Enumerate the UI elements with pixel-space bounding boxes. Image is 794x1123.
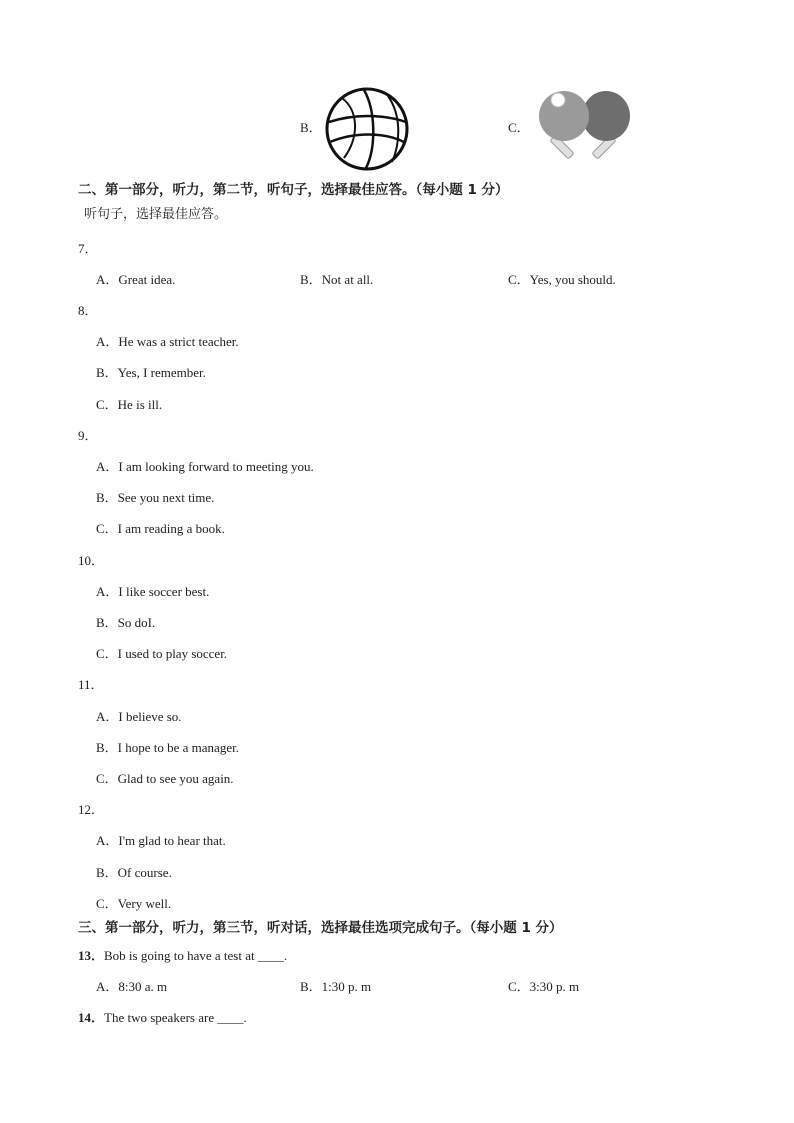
q12-number: 12． (78, 802, 105, 817)
section-2-instruction: 听句子，选择最佳应答。 (84, 207, 228, 222)
q8-number: 8． (78, 303, 98, 318)
q9-number: 9． (78, 428, 98, 443)
q13-option-a: A．8:30 a. m (96, 979, 168, 994)
q13-option-b: B．1:30 p. m (300, 979, 372, 994)
q13-row (78, 948, 287, 964)
q14-text: The two speakers are ____. (104, 1010, 247, 1025)
q7-option-a: A．Great idea. (96, 272, 176, 287)
q14-row (78, 1010, 247, 1026)
q10-option-a: A．I like soccer best. (96, 584, 210, 599)
q12-option-a: A．I'm glad to hear that. (96, 833, 226, 848)
ping-pong-paddles-icon (538, 88, 632, 162)
q11-option-c: C．Glad to see you again. (96, 771, 234, 786)
q11-option-a: A．I believe so. (96, 709, 182, 724)
q8-option-b: B．Yes, I remember. (96, 365, 206, 380)
q12-option-c: C．Very well. (96, 896, 172, 911)
q14-number: 14． (78, 1010, 105, 1025)
option-c-label: C． (508, 120, 530, 135)
q13-number: 13． (78, 948, 105, 963)
q8-option-a: A．He was a strict teacher. (96, 334, 239, 349)
q12-option-b: B．Of course. (96, 865, 172, 880)
q8-option-c: C．He is ill. (96, 397, 163, 412)
q9-option-a: A．I am looking forward to meeting you. (96, 459, 314, 474)
q10-option-c: C．I used to play soccer. (96, 646, 228, 661)
q13-text: Bob is going to have a test at ____. (104, 948, 288, 963)
q7-option-b: B．Not at all. (300, 272, 374, 287)
q7-number: 7． (78, 241, 98, 256)
basketball-icon (324, 86, 410, 172)
q10-number: 10． (78, 553, 105, 568)
q10-option-b: B．So doI. (96, 615, 156, 630)
q9-option-b: B．See you next time. (96, 490, 215, 505)
section-2-heading: 二、第一部分，听力，第二节，听句子，选择最佳应答。（每小题 1 分） (78, 182, 509, 198)
q7-option-c: C．Yes, you should. (508, 272, 616, 287)
q11-number: 11． (78, 677, 104, 692)
q11-option-b: B．I hope to be a manager. (96, 740, 239, 755)
q9-option-c: C．I am reading a book. (96, 521, 225, 536)
option-b-label: B． (300, 120, 322, 135)
q13-option-c: C．3:30 p. m (508, 979, 580, 994)
section-3-heading: 三、第一部分，听力，第三节，听对话，选择最佳选项完成句子。（每小题 1 分） (78, 920, 563, 936)
